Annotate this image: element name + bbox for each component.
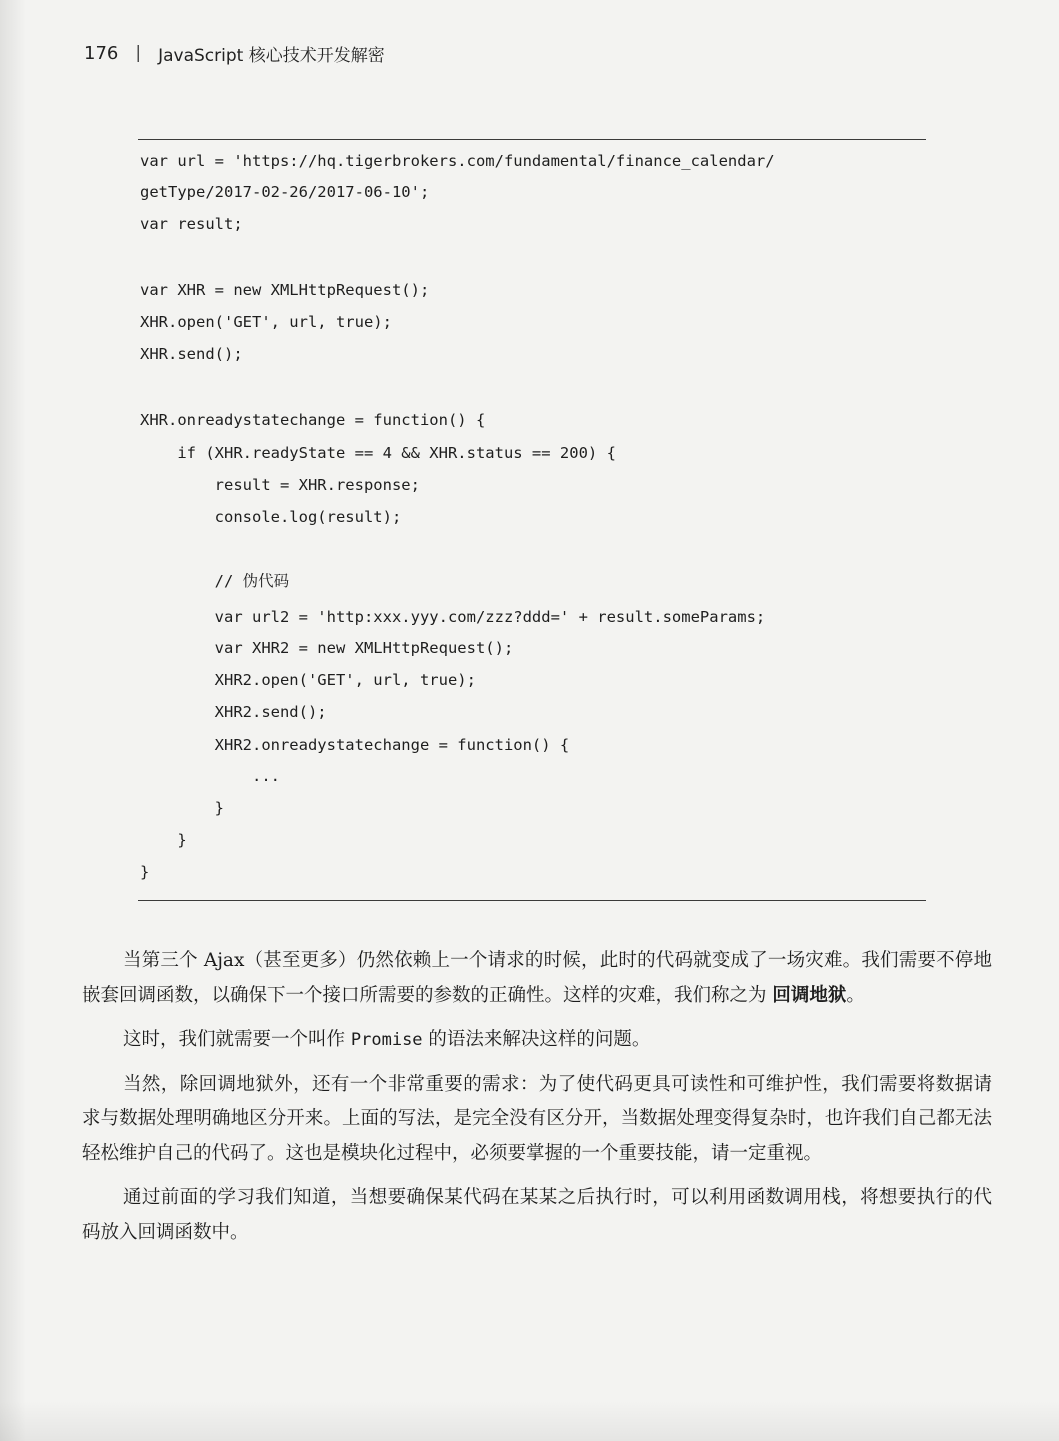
code-line: XHR2.onreadystatechange = function() {	[140, 736, 570, 754]
bold-term: 回调地狱	[772, 984, 847, 1006]
book-title: JavaScript 核心技术开发解密	[158, 45, 385, 66]
code-line: XHR.send();	[140, 345, 243, 363]
code-line: var XHR2 = new XMLHttpRequest();	[140, 639, 514, 657]
code-line: getType/2017-02-26/2017-06-10';	[140, 183, 430, 201]
paragraph: 当然，除回调地狱外，还有一个非常重要的需求：为了使代码更具可读性和可维护性，我们需要将数据请求与数据处理明确地区分开来。上面的写法，是完全没有区分开，当数据处理变得复杂时，也许我们自己都无法轻松维护自己的代码了。这也是模块化过程中，必须要掌握的一个重要技能，请一定重视。	[82, 1073, 992, 1164]
page-number: 176	[84, 42, 119, 64]
running-header	[84, 38, 385, 68]
code-line: XHR2.open('GET', url, true);	[140, 671, 476, 689]
code-line: ...	[140, 767, 280, 785]
code-line: var XHR = new XMLHttpRequest();	[140, 281, 430, 299]
code-line: var url = 'https://hq.tigerbrokers.com/fundamental/finance_calendar/	[140, 152, 775, 170]
paragraph: 这时，我们就需要一个叫作 Promise 的语法来解决这样的问题。	[123, 1029, 651, 1050]
body-text	[82, 944, 992, 1260]
code-line: console.log(result);	[140, 508, 402, 526]
page-shadow-left	[0, 0, 26, 1441]
paragraph: 当第三个 Ajax（甚至更多）仍然依赖上一个请求的时候，此时的代码就变成了一场灾难。我们需要不停地嵌套回调函数，以确保下一个接口所需要的参数的正确性。这样的灾难，我们称之为 回调地狱。	[82, 950, 992, 1006]
code-line: result = XHR.response;	[140, 476, 420, 494]
code-line: XHR.onreadystatechange = function() {	[140, 411, 486, 429]
code-line: var url2 = 'http:xxx.yyy.com/zzz?ddd=' + result.someParams;	[140, 608, 766, 626]
inline-code: Promise	[350, 1030, 423, 1050]
header-separator: |	[135, 43, 142, 63]
code-line: }	[140, 799, 224, 817]
page-shadow-bottom	[0, 1401, 1059, 1441]
code-line: }	[140, 863, 150, 881]
code-rule-bottom	[138, 900, 926, 901]
paragraph: 通过前面的学习我们知道，当想要确保某代码在某某之后执行时，可以利用函数调用栈，将想要执行的代码放入回调函数中。	[82, 1187, 992, 1243]
code-line: if (XHR.readyState == 4 && XHR.status == 200) {	[140, 444, 616, 462]
code-comment: // 伪代码	[140, 572, 290, 590]
code-line: var result;	[140, 215, 243, 233]
code-line: }	[140, 831, 187, 849]
code-line: XHR.open('GET', url, true);	[140, 313, 392, 331]
code-rule-top	[138, 139, 926, 140]
code-line: XHR2.send();	[140, 703, 327, 721]
